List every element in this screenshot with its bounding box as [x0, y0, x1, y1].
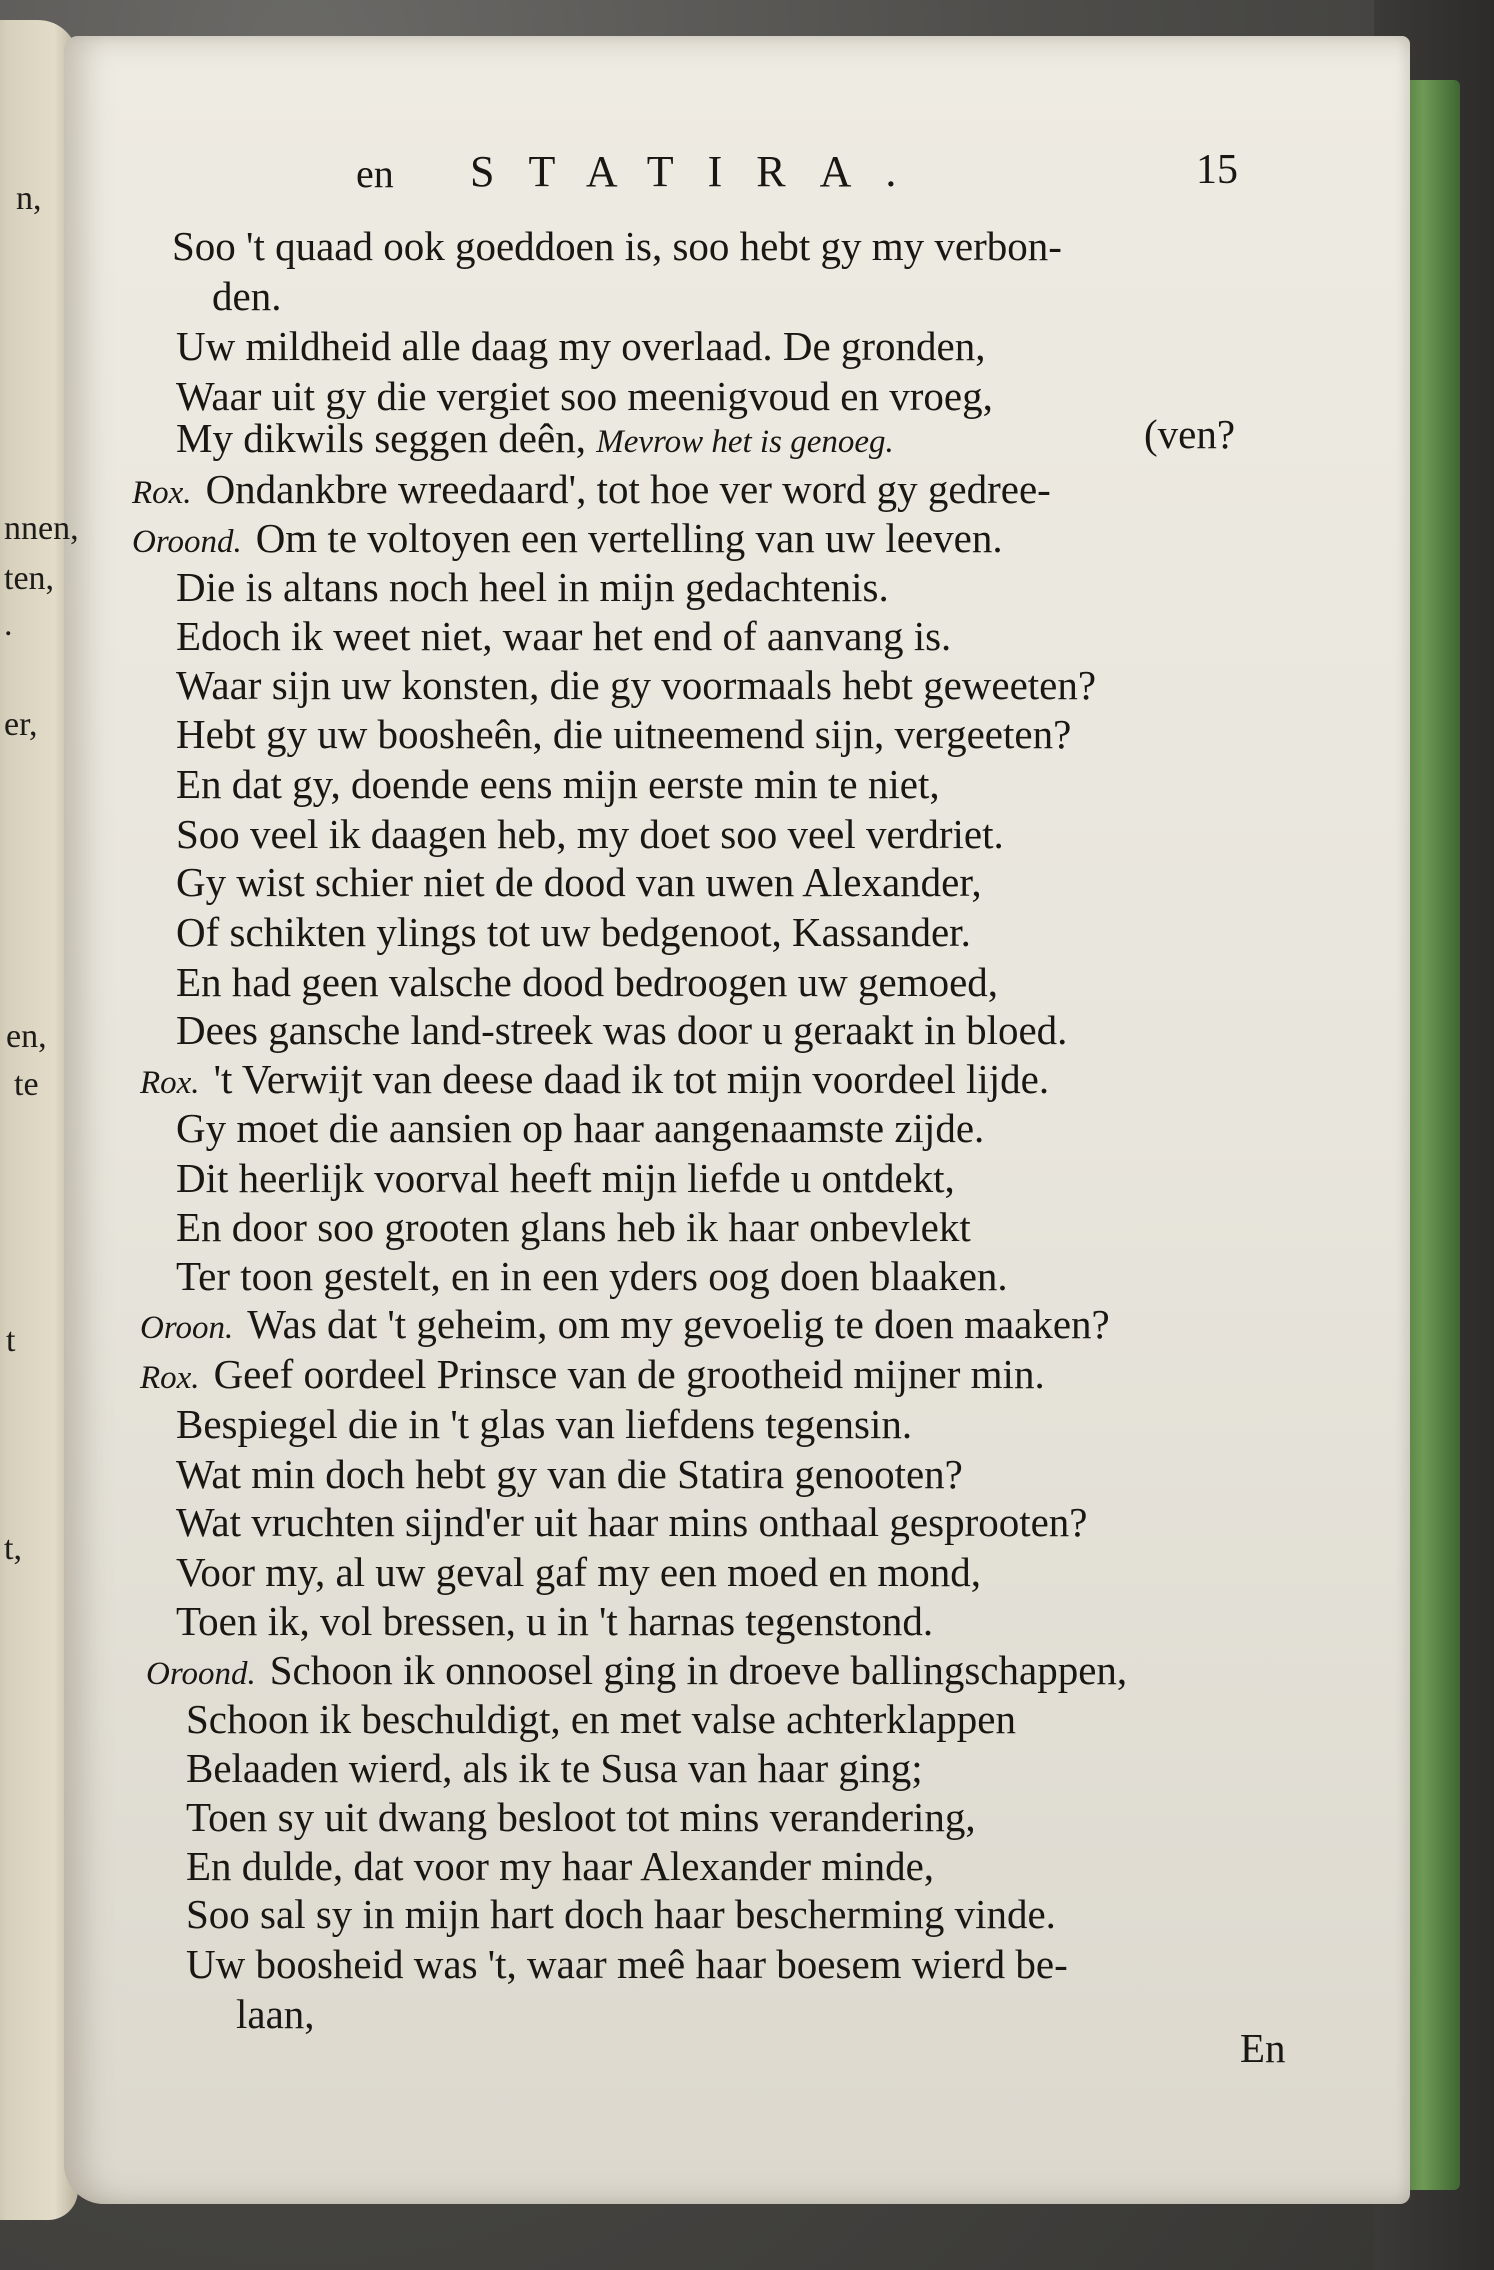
verse-line [176, 612, 951, 660]
line-text: Schoon ik beschuldigt, en met valse achterklappen [186, 1696, 1017, 1742]
verse-line [186, 1695, 1016, 1743]
line-text: Toen ik, vol bressen, u in 't harnas tegenstond. [176, 1598, 934, 1644]
line-text: Wat min doch hebt gy van die Statira genooten? [176, 1451, 963, 1497]
line-text: Voor my, al uw geval gaf my een moed en mond, [176, 1549, 982, 1595]
verse-line [176, 1154, 955, 1202]
line-text: Soo 't quaad ook goeddoen is, soo hebt gy my verbon- [172, 223, 1062, 269]
running-head-title: STATIRA. [470, 147, 931, 196]
verse-line [176, 858, 982, 906]
line-text: Dit heerlijk voorval heeft mijn liefde u ontdekt, [176, 1155, 955, 1201]
left-page-fragment: n, [16, 180, 42, 217]
verse-line [176, 908, 971, 956]
verse-line [176, 1104, 984, 1152]
verse-line [146, 1646, 1127, 1694]
left-page-fragment: t [6, 1322, 16, 1359]
line-text: En door soo grooten glans heb ik haar onbevlekt [176, 1204, 971, 1250]
verse-line [176, 1498, 1088, 1546]
italic-quote: Mevrow het is genoeg. [596, 424, 894, 460]
line-text: Waar uit gy die vergiet soo meenigvoud en vroeg, [176, 373, 993, 419]
line-text: Om te voltoyen een vertelling van uw leeven. [255, 515, 1003, 561]
line-text: Soo veel ik daagen heb, my doet soo veel verdriet. [176, 811, 1004, 857]
line-text: Toen sy uit dwang besloot tot mins verandering, [186, 1794, 976, 1840]
line-text: Waar sijn uw konsten, die gy voormaals hebt geweeten? [176, 662, 1097, 708]
verse-line [176, 563, 889, 611]
line-text: Dees gansche land-streek was door u geraakt in bloed. [176, 1007, 1068, 1053]
line-text: Edoch ik weet niet, waar het end of aanvang is. [176, 613, 952, 659]
line-text: En dat gy, doende eens mijn eerste min te niet, [176, 761, 940, 807]
line-text: Gy moet die aansien op haar aangenaamste zijde. [176, 1105, 985, 1151]
line-text: Hebt gy uw boosheên, die uitneemend sijn, vergeeten? [176, 711, 1072, 757]
line-text: Die is altans noch heel in mijn gedachtenis. [176, 564, 889, 610]
verse-line [176, 958, 998, 1006]
left-page-fragment: te [14, 1066, 39, 1103]
line-text: Belaaden wierd, als ik te Susa van haar ging; [186, 1745, 923, 1791]
line-text: laan, [236, 1991, 315, 2037]
turnover-text: (ven? [1144, 411, 1236, 457]
verse-line [176, 760, 940, 808]
line-text: Ter toon gestelt, en in een yders oog doen blaaken. [176, 1253, 1008, 1299]
verse-line [140, 1350, 1045, 1398]
line-text: Geef oordeel Prinsce van de grootheid mijner min. [213, 1351, 1045, 1397]
verse-line [176, 372, 993, 420]
line-text: Was dat 't geheim, om my gevoelig te doen maaken? [247, 1301, 1110, 1347]
line-text: Uw mildheid alle daag my overlaad. De gronden, [176, 323, 986, 369]
left-page-fragment: nnen, [4, 510, 79, 547]
verse-line [176, 1252, 1008, 1300]
speaker-name: Oroon. [140, 1310, 234, 1346]
line-text: 't Verwijt van deese daad ik tot mijn voordeel lijde. [213, 1056, 1050, 1102]
speaker-name: Rox. [140, 1360, 200, 1396]
verse-line [236, 1990, 315, 2038]
line-text: Uw boosheid was 't, waar meê haar boesem wierd be- [186, 1941, 1068, 1987]
verse-line [176, 661, 1096, 709]
verse-line [186, 1890, 1056, 1938]
verse-line [132, 465, 1051, 513]
line-text: Of schikten ylings tot uw bedgenoot, Kassander. [176, 909, 971, 955]
line-text: Schoon ik onnoosel ging in droeve ballingschappen, [269, 1647, 1128, 1693]
verse-line [186, 1793, 976, 1841]
verse-line [140, 1300, 1110, 1348]
speaker-name: Oroond. [146, 1656, 256, 1692]
verse-line [140, 1055, 1049, 1103]
line-text: Wat vruchten sijnd'er uit haar mins onthaal gesprooten? [176, 1499, 1088, 1545]
verse-line [176, 1400, 912, 1448]
verse-line [186, 1842, 934, 1890]
verse-line [176, 1548, 981, 1596]
line-text: En had geen valsche dood bedroogen uw gemoed, [176, 959, 999, 1005]
verse-line [212, 272, 281, 320]
page-number: 15 [1196, 147, 1238, 193]
line-text: En dulde, dat voor my haar Alexander minde, [186, 1843, 935, 1889]
verse-line [132, 514, 1003, 562]
verse-line [176, 1450, 963, 1498]
left-page-fragment: er, [4, 706, 38, 743]
verse-line [176, 1203, 971, 1251]
verse-line [176, 710, 1071, 758]
speaker-name: Rox. [140, 1065, 200, 1101]
verse-line [186, 1940, 1068, 1988]
line-text: Gy wist schier niet de dood van uwen Alexander, [176, 859, 982, 905]
line-text: Ondankbre wreedaard', tot hoe ver word gy gedree- [205, 466, 1051, 512]
running-head-left: en [356, 151, 394, 196]
speaker-name: Oroond. [132, 524, 242, 560]
left-page-fragment: . [4, 606, 13, 643]
verse-line [176, 1006, 1067, 1054]
left-page-fragment: ten, [4, 560, 55, 597]
left-page-fragment: t, [4, 1530, 22, 1567]
catchword: En [1240, 2025, 1286, 2071]
line-text: den. [212, 273, 282, 319]
verse-line [172, 222, 1062, 270]
verse-line [176, 414, 894, 462]
verse-line [176, 810, 1004, 858]
line-text: My dikwils seggen deên, [176, 415, 586, 461]
verse-line [176, 1597, 933, 1645]
verse-line [186, 1744, 923, 1792]
speaker-name: Rox. [132, 475, 192, 511]
verse-line [176, 322, 986, 370]
line-text: Bespiegel die in 't glas van liefdens tegensin. [176, 1401, 913, 1447]
left-page-fragment: en, [6, 1018, 47, 1055]
line-text: Soo sal sy in mijn hart doch haar bescherming vinde. [186, 1891, 1056, 1937]
